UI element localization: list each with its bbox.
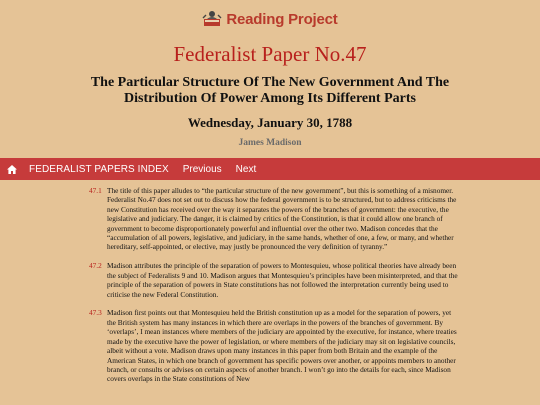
paragraph xyxy=(89,308,459,383)
paragraph xyxy=(89,186,459,252)
home-icon[interactable] xyxy=(7,165,17,174)
author-name: James Madison xyxy=(238,138,302,148)
nav-federalist-index[interactable]: FEDERALIST PAPERS INDEX xyxy=(29,163,169,175)
book-reader-icon xyxy=(202,9,222,29)
paragraph-number: 47.3 xyxy=(89,308,102,318)
page-subtitle: The Particular Structure Of The New Government And The Distribution Of Power Among Its Different Parts xyxy=(90,75,450,106)
nav-previous[interactable]: Previous xyxy=(182,163,222,175)
navigation-bar xyxy=(0,158,540,180)
site-name: Reading Project xyxy=(226,10,338,28)
nav-next[interactable]: Next xyxy=(235,163,257,175)
paragraph-number: 47.1 xyxy=(89,186,102,195)
paragraph-text: Madison first points out that Montesquieu held the British constitution up as a model for the separation of powers, yet the British system has many instances in which there are overlaps in the powers of the branches of government. By ‘overlaps’, I mean instances where members of the judiciary are appointed by the executive, for instance, where treaties made by the executive have the power of legislation, or where members of the judiciary may sit on legislative councils, albeit without a vote. Madison draws upon many instances in this paper from both Britain and the example of the American States, in which one branch of government has specific powers over another, or appoints members to another branch, or consults or advises on certain aspects of another branch. I won’t go into the details for each, since Madison covers overlaps in the State constitutions of New xyxy=(107,308,457,384)
article-body xyxy=(89,186,459,393)
page-title: Federalist Paper No.47 xyxy=(173,42,367,66)
site-logo[interactable] xyxy=(0,9,540,34)
paragraph xyxy=(89,261,459,299)
publication-date: Wednesday, January 30, 1788 xyxy=(187,115,353,130)
paragraph-text: The title of this paper alludes to “the particular structure of the new government”, but this is something of a misnomer. Federalist No.47 does not set out to discuss how the federal government is to be structured, but to address criticisms the new Constitution has received over the way it separates the powers of the branches of government: the executive, the legislative and judiciary. The danger, it is claimed by critics of the Constitution, is that it could allow one branch of government to become disproportionately powerful and influential over the other two. Madison concedes that the “accumulation of all powers, legislative, and judiciary, in the same hands, whether of one, a few, or many, and whether hereditary, self-appointed, or elective, may justly be pronounced the very definition of tyranny.” xyxy=(107,186,457,252)
paragraph-text: Madison attributes the principle of the separation of powers to Montesquieu, whose political theories have already been the subject of Federalists 9 and 10. Madison argues that Montesquieu’s principles have been misinterpreted, and that the principle of the separation of powers in State constitutions has not followed the interpretation currently being used to criticise the new Federal Constitution. xyxy=(107,261,458,299)
paragraph-number: 47.2 xyxy=(89,261,102,271)
